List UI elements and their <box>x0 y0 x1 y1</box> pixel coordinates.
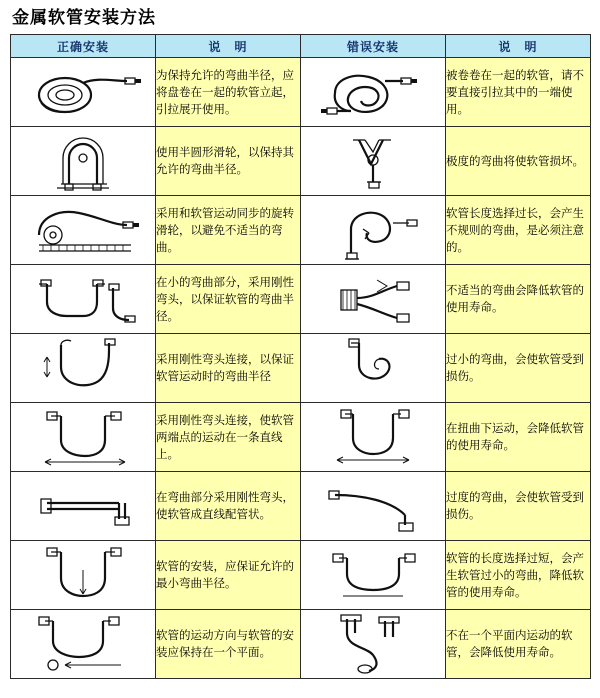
table-row <box>11 58 591 127</box>
table-row <box>11 334 591 403</box>
figure-twisting-motion-hose-icon <box>301 403 446 472</box>
desc-correct-2: 使用半圆形滑轮，以保持其允许的弯曲半径。 <box>156 127 301 196</box>
table-row <box>11 472 591 541</box>
table-row <box>11 265 591 334</box>
header-correct-desc: 说 明 <box>156 35 301 58</box>
figure-excessive-bend-damage-icon <box>301 472 446 541</box>
desc-wrong-1: 被卷卷在一起的软管，请不要直接引拉其中的一端使用。 <box>446 58 591 127</box>
figure-rigid-elbow-straight-line-motion-icon <box>11 403 156 472</box>
figure-motion-in-same-plane-icon <box>11 610 156 679</box>
figure-too-long-hose-small-bend-icon <box>301 541 446 610</box>
figure-coiled-hose-pulled-one-end-icon <box>301 58 446 127</box>
table-row <box>11 610 591 679</box>
desc-correct-6: 采用刚性弯头连接，使软管两端点的运动在一条直线上。 <box>156 403 301 472</box>
desc-wrong-3: 软管长度选择过长，会产生不规则的弯曲，是必须注意的。 <box>446 196 591 265</box>
table-row <box>11 127 591 196</box>
desc-wrong-6: 在扭曲下运动，会降低软管的使用寿命。 <box>446 403 591 472</box>
figure-sharp-bend-over-pulley-icon <box>301 127 446 196</box>
header-wrong-desc: 说 明 <box>446 35 591 58</box>
header-correct-install: 正确安装 <box>11 35 156 58</box>
desc-wrong-5: 过小的弯曲，会使软管受到损伤。 <box>446 334 591 403</box>
figure-rigid-elbow-moving-hose-icon <box>11 334 156 403</box>
figure-motion-out-of-plane-icon <box>301 610 446 679</box>
desc-correct-8: 软管的安装，应保证允许的最小弯曲半径。 <box>156 541 301 610</box>
figure-semicircular-sheave-guide-icon <box>11 127 156 196</box>
table-row <box>11 196 591 265</box>
figure-too-small-bend-radius-icon <box>301 334 446 403</box>
desc-wrong-2: 极度的弯曲将使软管损坏。 <box>446 127 591 196</box>
desc-wrong-4: 不适当的弯曲会降低软管的使用寿命。 <box>446 265 591 334</box>
page-title: 金属软管安装方法 <box>12 8 156 28</box>
desc-correct-5: 采用刚性弯头连接，以保证软管运动时的弯曲半径 <box>156 334 301 403</box>
table-header-row <box>11 35 591 58</box>
figure-rotating-sheave-with-chain-icon <box>11 196 156 265</box>
hose-installation-table <box>10 34 591 679</box>
figure-improper-bend-short-life-icon <box>301 265 446 334</box>
desc-wrong-7: 过度的弯曲，会使软管受到损伤。 <box>446 472 591 541</box>
figure-minimum-bend-radius-install-icon <box>11 541 156 610</box>
header-wrong-install: 错误安装 <box>301 35 446 58</box>
desc-correct-1: 为保持允许的弯曲半径，应将盘卷在一起的软管立起，引拉展开使用。 <box>156 58 301 127</box>
figure-coiled-hose-standing-reel-icon <box>11 58 156 127</box>
figure-too-long-hose-irregular-bend-icon <box>301 196 446 265</box>
desc-correct-9: 软管的运动方向与软管的安装应保持在一个平面。 <box>156 610 301 679</box>
desc-wrong-9: 不在一个平面内运动的软管，会降低使用寿命。 <box>446 610 591 679</box>
desc-wrong-8: 软管的长度选择过短，会产生软管过小的弯曲，降低软管的使用寿命。 <box>446 541 591 610</box>
desc-correct-7: 在弯曲部分采用刚性弯头，使软管成直线配管状。 <box>156 472 301 541</box>
figure-rigid-elbow-straight-piping-icon <box>11 472 156 541</box>
desc-correct-4: 在小的弯曲部分，采用刚性弯头，以保证软管的弯曲半径。 <box>156 265 301 334</box>
figure-rigid-elbow-small-bend-icon <box>11 265 156 334</box>
table-row <box>11 403 591 472</box>
table-row <box>11 541 591 610</box>
desc-correct-3: 采用和软管运动同步的旋转滑轮，以避免不适当的弯曲。 <box>156 196 301 265</box>
